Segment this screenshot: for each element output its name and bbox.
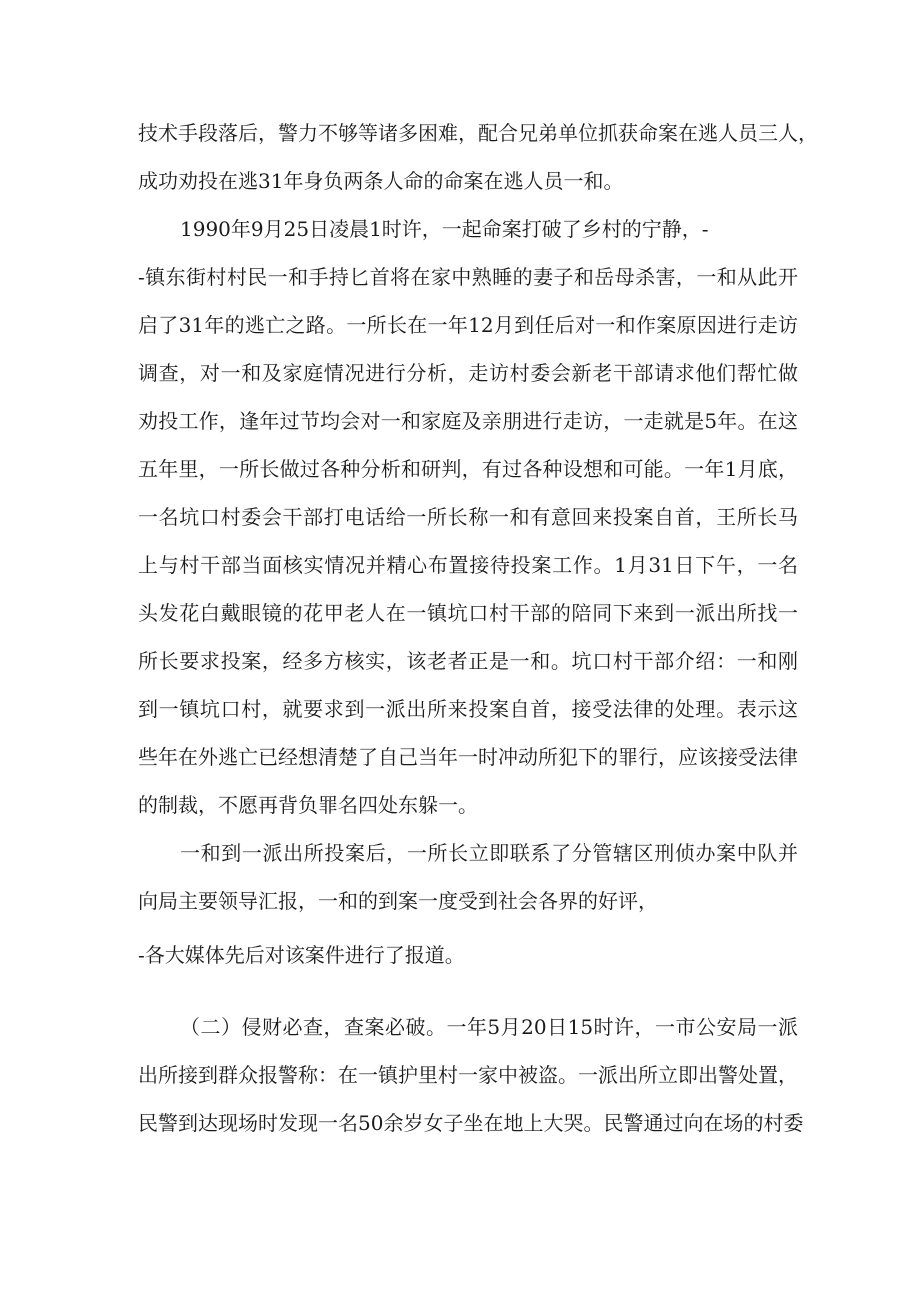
paragraph-line: 劝投工作，逢年过节均会对一和家庭及亲朋进行走访，一走就是5年。在这 (138, 409, 798, 433)
paragraph-line: 到一镇坑口村，就要求到一派出所来投案自首，接受法律的处理。表示这 (138, 697, 798, 721)
paragraph-line: 的制裁，不愿再背负罪名四处东躲一。 (138, 793, 478, 817)
paragraph-line: -各大媒体先后对该案件进行了报道。 (138, 943, 465, 967)
paragraph-line: 头发花白戴眼镜的花甲老人在一镇坑口村干部的陪同下来到一派出所找一 (138, 601, 798, 625)
paragraph-line: （二）侵财必查，查案必破。一年5月20日15时许，一市公安局一派 (180, 1015, 798, 1039)
paragraph-line: 启了31年的逃亡之路。一所长在一年12月到任后对一和作案原因进行走访 (138, 313, 798, 337)
paragraph-line: 出所接到群众报警称：在一镇护里村一家中被盗。一派出所立即出警处置， (138, 1063, 798, 1087)
paragraph-line: 向局主要领导汇报，一和的到案一度受到社会各界的好评， (138, 889, 658, 913)
paragraph-line: 一名坑口村委会干部打电话给一所长称一和有意回来投案自首，王所长马 (138, 505, 798, 529)
paragraph-line: 五年里，一所长做过各种分析和研判，有过各种设想和可能。一年1月底， (138, 457, 798, 481)
paragraph-line: 成功劝投在逃31年身负两条人命的命案在逃人员一和。 (138, 169, 624, 193)
paragraph-line: 技术手段落后，警力不够等诸多困难，配合兄弟单位抓获命案在逃人员三人， (138, 121, 818, 145)
paragraph-line: 1990年9月25日凌晨1时许，一起命案打破了乡村的宁静，- (180, 217, 709, 241)
paragraph-line: 些年在外逃亡已经想清楚了自己当年一时冲动所犯下的罪行，应该接受法律 (138, 745, 798, 769)
paragraph-line: 上与村干部当面核实情况并精心布置接待投案工作。1月31日下午，一名 (138, 553, 798, 577)
paragraph-line: 民警到达现场时发现一名50余岁女子坐在地上大哭。民警通过向在场的村委 (138, 1111, 804, 1135)
paragraph-line: 所长要求投案，经多方核实，该老者正是一和。坑口村干部介绍：一和刚 (138, 649, 798, 673)
paragraph-line: 一和到一派出所投案后，一所长立即联系了分管辖区刑侦办案中队并 (180, 841, 798, 865)
paragraph-line: -镇东街村村民一和手持匕首将在家中熟睡的妻子和岳母杀害，一和从此开 (138, 265, 798, 289)
paragraph-line: 调查，对一和及家庭情况进行分析，走访村委会新老干部请求他们帮忙做 (138, 361, 798, 385)
